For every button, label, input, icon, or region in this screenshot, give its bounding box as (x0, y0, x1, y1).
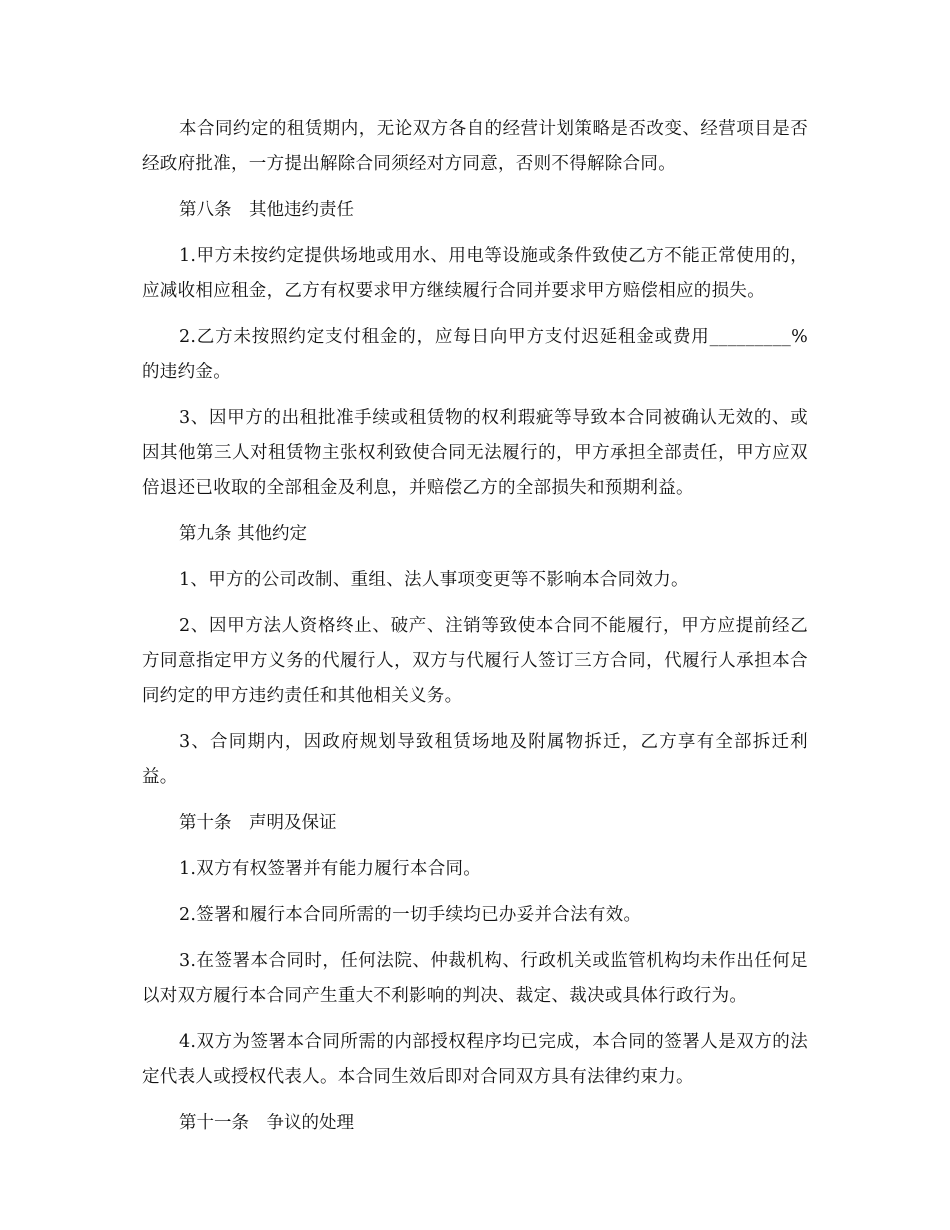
article-8-heading: 第八条 其他违约责任 (179, 200, 354, 220)
paragraph-termination: 本合同约定的租赁期内，无论双方各自的经营计划策略是否改变、经营项目是否经政府批准，一方提出解除合同须经对方同意，否则不得解除合同。 (142, 119, 808, 174)
paragraph-8-1: 1.甲方未按约定提供场地或用水、用电等设施或条件致使乙方不能正常使用的，应减收相应租金，乙方有权要求甲方继续履行合同并要求甲方赔偿相应的损失。 (142, 246, 808, 301)
paragraph-8-3: 3、因甲方的出租批准手续或租赁物的权利瑕疵等导致本合同被确认无效的、或因其他第三人对租赁物主张权利致使合同无法履行的，甲方承担全部责任，甲方应双倍退还已收取的全部租金及利息，并赔偿乙方的全部损失和预期利益。 (142, 408, 808, 498)
paragraph-10-2: 2.签署和履行本合同所需的一切手续均已办妥并合法有效。 (179, 905, 642, 925)
paragraph-8-2: 2.乙方未按照约定支付租金的，应每日向甲方支付迟延租金或费用_________%的违约金。 (142, 327, 808, 382)
document-page (142, 112, 808, 1152)
paragraph-10-4: 4.双方为签署本合同所需的内部授权程序均已完成，本合同的签署人是双方的法定代表人或授权代表人。本合同生效后即对合同双方具有法律约束力。 (142, 1032, 808, 1087)
paragraph-9-1: 1、甲方的公司改制、重组、法人事项变更等不影响本合同效力。 (179, 570, 689, 590)
article-11-heading: 第十一条 争议的处理 (179, 1113, 354, 1133)
article-10-heading: 第十条 声明及保证 (179, 813, 337, 833)
paragraph-10-3: 3.在签署本合同时，任何法院、仲裁机构、行政机关或监管机构均未作出任何足以对双方履行本合同产生重大不利影响的判决、裁定、裁决或具体行政行为。 (142, 951, 808, 1006)
paragraph-9-3: 3、合同期内，因政府规划导致租赁场地及附属物拆迁，乙方享有全部拆迁利益。 (142, 732, 808, 787)
paragraph-9-2: 2、因甲方法人资格终止、破产、注销等致使本合同不能履行，甲方应提前经乙方同意指定甲方义务的代履行人，双方与代履行人签订三方合同，代履行人承担本合同约定的甲方违约责任和其他相关义务。 (142, 616, 808, 706)
paragraph-10-1: 1.双方有权签署并有能力履行本合同。 (179, 859, 482, 879)
article-9-heading: 第九条 其他约定 (179, 524, 308, 544)
